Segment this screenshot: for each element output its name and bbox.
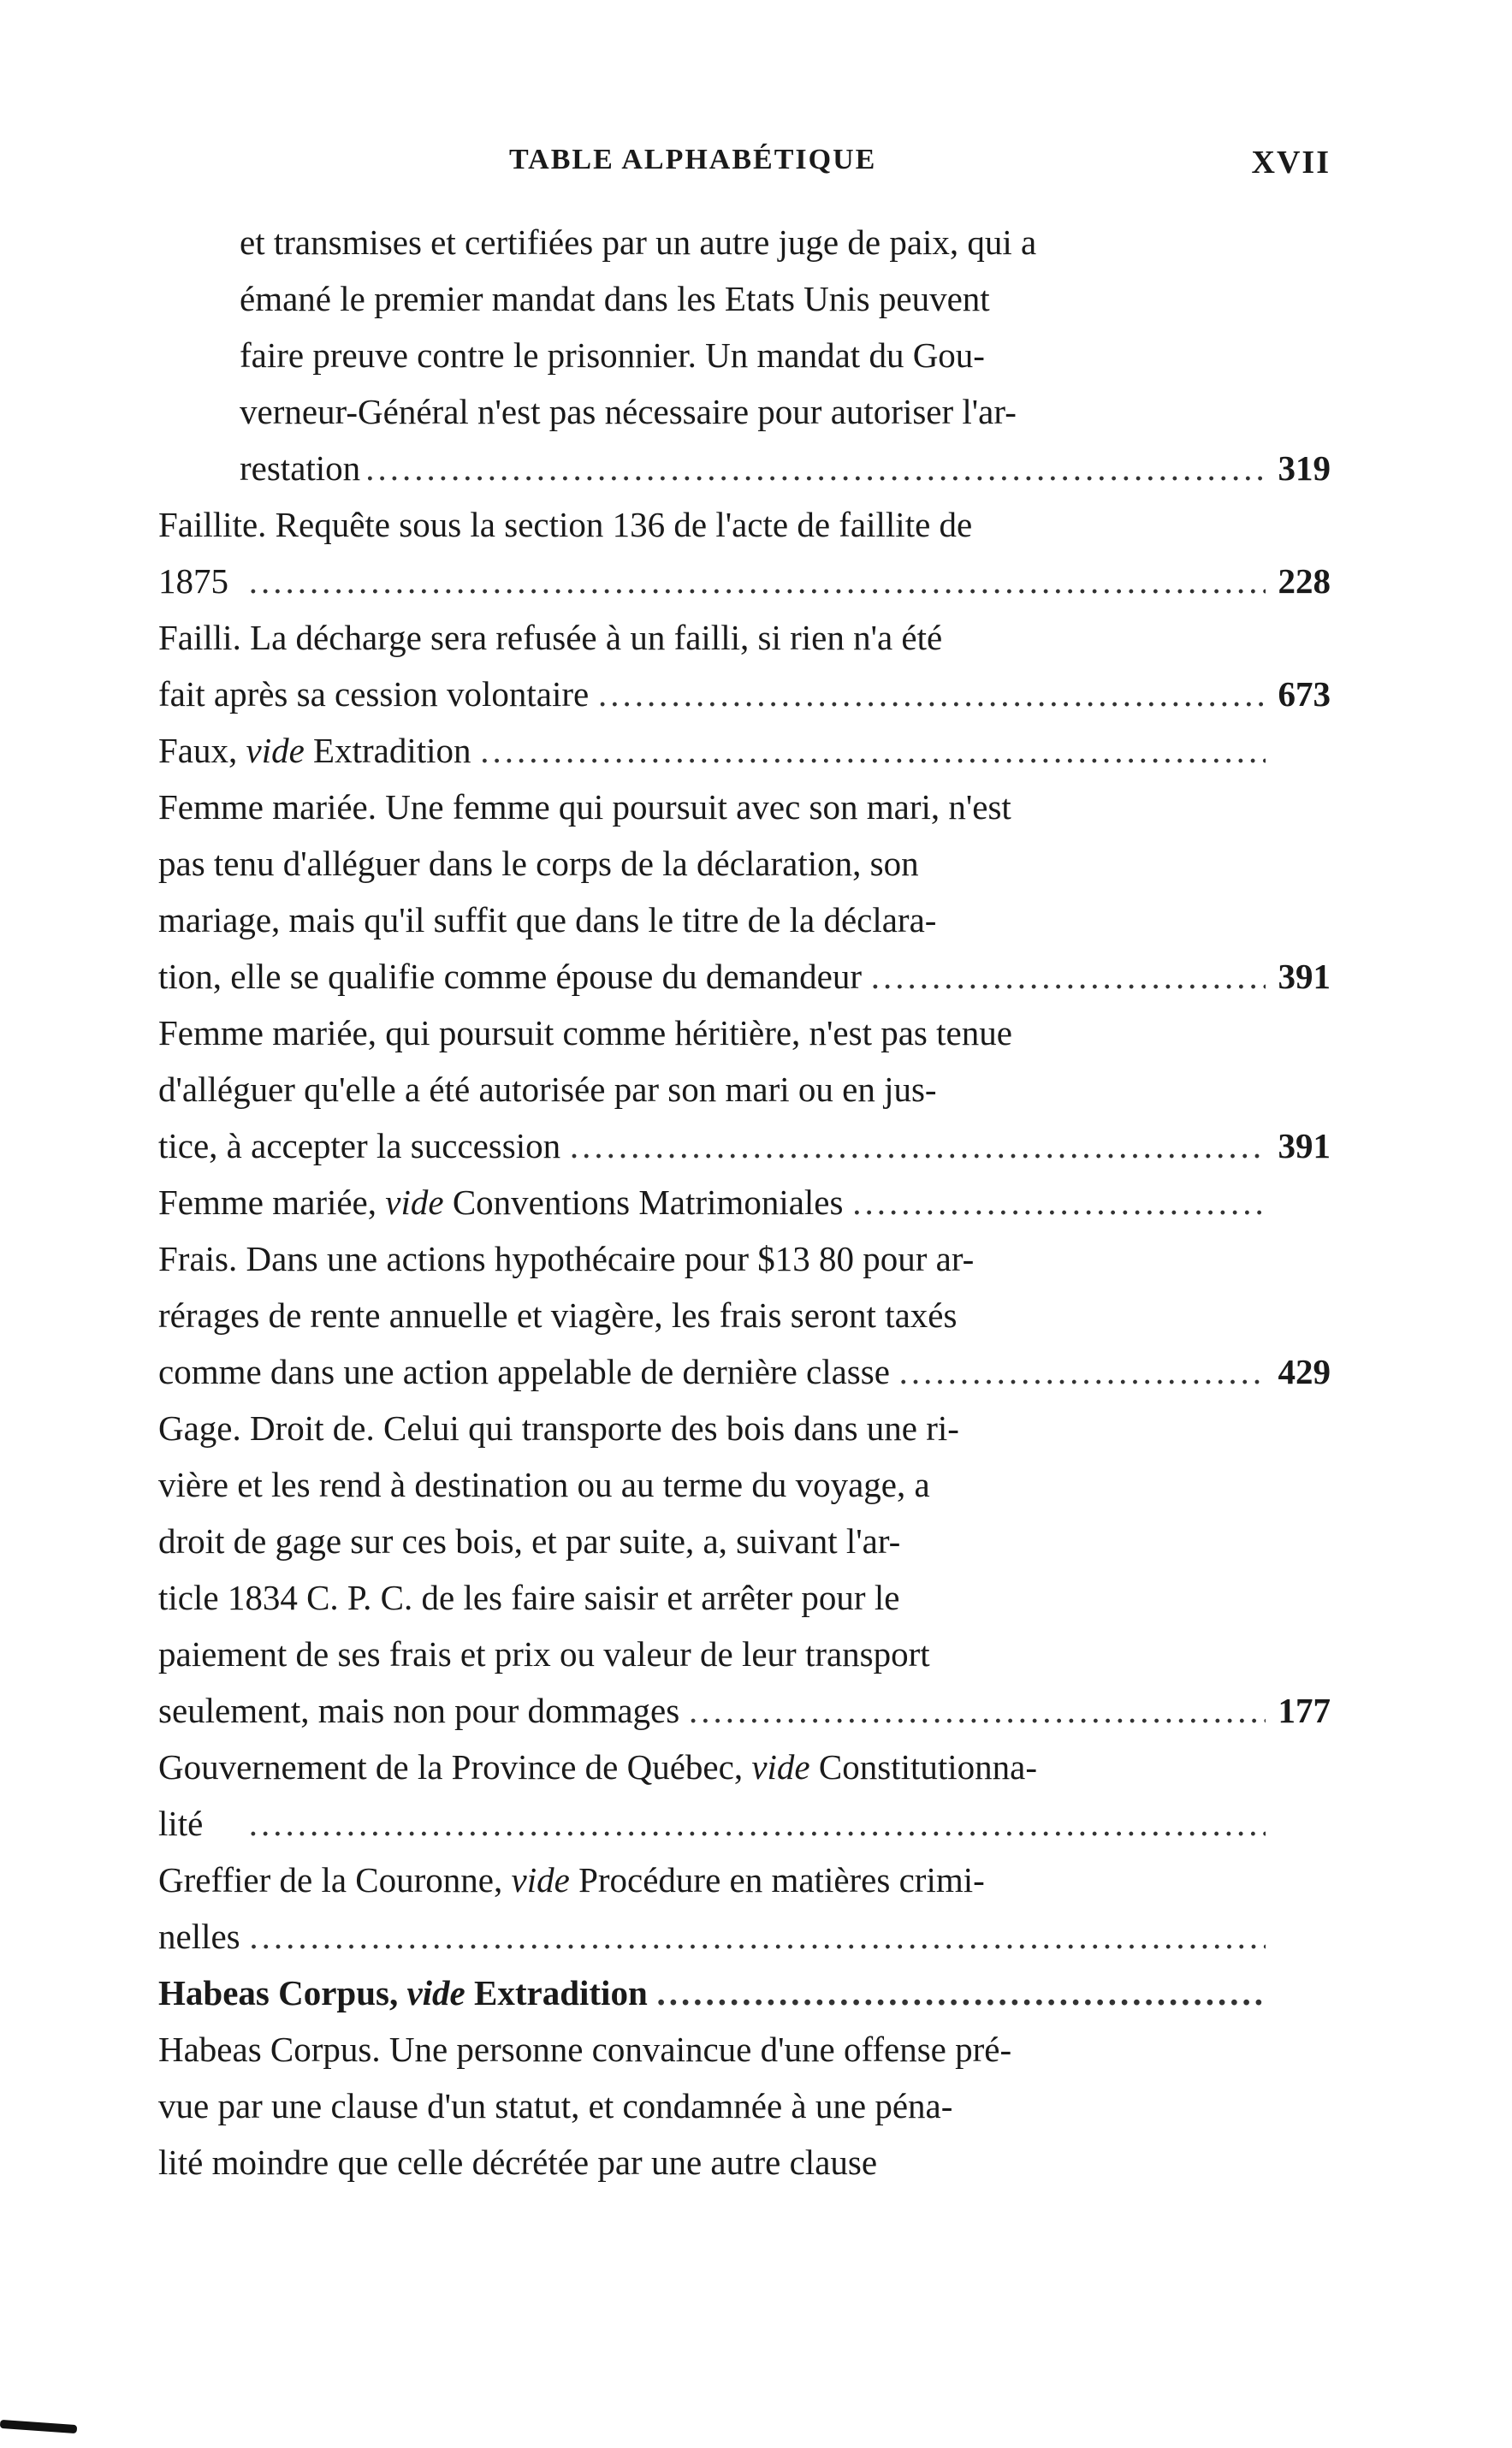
entry-line: mariage, mais qu'il suffit que dans le titre de la déclara- [158,900,937,939]
dot-leader [867,948,1266,1005]
entry-line: paiement de ses frais et prix ou valeur de leur transport [158,1634,930,1674]
entry-line: Faillite. Requête sous la section 136 de l'acte de faillite de [158,505,973,544]
dot-leader [245,553,1266,609]
page-reference: 391 [1278,1126,1331,1165]
index-entry [158,496,1331,609]
entry-final-text: tion, elle se qualifie comme épouse du demandeur [158,957,863,996]
entry-leader-line [158,1343,1331,1400]
entry-line: Habeas Corpus. Une personne convaincue d'une offense pré- [158,2030,1012,2069]
entry-leader-line [158,722,1331,779]
entry-line: Frais. Dans une actions hypothécaire pour $13 80 pour ar- [158,1239,975,1278]
entry-line: faire preuve contre le prisonnier. Un mandat du Gou- [240,335,985,375]
index-entry [158,2021,1331,2190]
entry-leader-line [240,440,1331,496]
entry-line: rérages de rente annuelle et viagère, les frais seront taxés [158,1295,958,1335]
index-entry [158,1230,1331,1400]
cross-reference-vide: vide [751,1747,810,1787]
entry-leader-line [158,948,1331,1005]
dot-leader [245,1795,1266,1852]
dot-leader [653,1965,1266,2021]
entry-text: Gouvernement de la Province de Québec, [158,1747,752,1787]
index-entry [158,214,1331,496]
entry-text: Constitutionna- [809,1747,1037,1787]
entry-final-text: tice, à accepter la succession [158,1126,561,1165]
index-entry [158,779,1331,1005]
dot-leader [365,440,1266,496]
index-entry [158,609,1331,722]
entry-line: Failli. La décharge sera refusée à un failli, si rien n'a été [158,618,943,657]
dot-leader [848,1174,1266,1230]
entry-line: émané le premier mandat dans les Etats Unis peuvent [240,279,990,318]
entry-leader-line [158,1117,1331,1174]
index-entry [158,722,1331,779]
entry-final-text: restation [240,448,361,488]
entry-leader-line: lité ..... [240,1795,1331,1852]
entry-line [158,1739,1331,1795]
cross-reference-vide: vide [406,1973,465,2012]
entry-line: droit de gage sur ces bois, et par suite, a, suivant l'ar- [158,1521,901,1561]
entry-final-text: Faux, vide Extradition [158,731,471,770]
entry-line: pas tenu d'alléguer dans le corps de la déclaration, son [158,844,919,883]
entry-line: vière et les rend à destination ou au terme du voyage, a [158,1465,930,1504]
running-title: TABLE ALPHABÉTIQUE [509,144,877,175]
dot-leader [895,1343,1266,1400]
running-header [158,137,1331,188]
page-reference: 429 [1278,1352,1331,1391]
page-reference: 319 [1278,448,1331,488]
cross-reference-vide: vide [385,1183,444,1222]
index-entry [158,1174,1331,1230]
cross-reference-vide: vide [246,731,305,770]
entry-text: Greffier de la Couronne, [158,1860,512,1900]
index-entry [158,1852,1331,1965]
dot-leader [685,1682,1266,1739]
page-number: XVII [1251,145,1331,181]
entry-line [158,1852,1331,1908]
dot-leader [594,666,1266,722]
entry-line: ticle 1834 C. P. C. de les faire saisir et arrêter pour le [158,1578,900,1617]
dot-leader [566,1117,1266,1174]
entry-line: Femme mariée, qui poursuit comme héritière, n'est pas tenue [158,1013,1012,1052]
index-entry [158,1400,1331,1739]
entry-final-text: comme dans une action appelable de dernière classe [158,1352,890,1391]
page-reference: 391 [1278,957,1331,996]
index-body [158,214,1331,2190]
entry-line: Gage. Droit de. Celui qui transporte des bois dans une ri- [158,1408,959,1448]
entry-final-text: nelles [158,1917,240,1956]
entry-final-text: seulement, mais non pour dommages [158,1691,680,1730]
dot-leader [246,1908,1266,1965]
index-entry [158,1005,1331,1174]
entry-line: vue par une clause d'un statut, et condamnée à une péna- [158,2086,953,2125]
entry-leader-line: 1875 ..... 228 [240,553,1331,609]
entry-final-text: fait après sa cession volontaire [158,674,590,714]
entry-leader-line [158,1965,1331,2021]
entry-final-text: Habeas Corpus, vide Extradition [158,1973,648,2012]
entry-leader-line [158,666,1331,722]
index-entry [158,1965,1331,2021]
entry-leader-line [158,1174,1331,1230]
page-reference: 228 [1278,561,1331,601]
index-entry [158,1739,1331,1852]
entry-line: Femme mariée. Une femme qui poursuit avec son mari, n'est [158,787,1011,827]
book-page [158,137,1331,2190]
entry-leader-line [158,1682,1331,1739]
entry-final-text: Femme mariée, vide Conventions Matrimoniales [158,1183,844,1222]
entry-line: lité moindre que celle décrétée par une autre clause [158,2143,878,2182]
entry-text: Procédure en matières crimi- [569,1860,985,1900]
entry-line: verneur-Général n'est pas nécessaire pour autoriser l'ar- [240,392,1017,431]
entry-leader-line [158,1908,1331,1965]
page-reference: 673 [1278,674,1331,714]
scan-mark [0,2420,77,2433]
entry-line: d'alléguer qu'elle a été autorisée par son mari ou en jus- [158,1070,937,1109]
dot-leader [477,722,1266,779]
entry-line: et transmises et certifiées par un autre juge de paix, qui a [240,222,1037,262]
cross-reference-vide: vide [511,1860,570,1900]
page-reference: 177 [1278,1691,1331,1730]
